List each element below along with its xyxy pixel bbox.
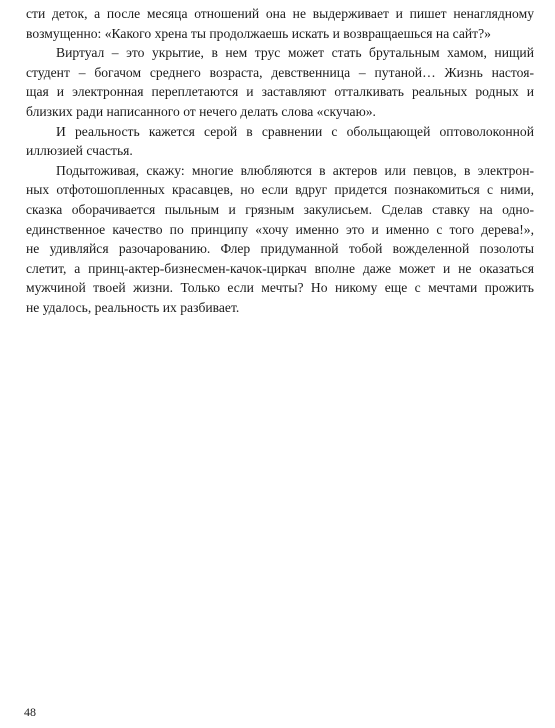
text-line: И реальность кажется серой в сравнении с обольщающей оптоволоконной xyxy=(56,123,534,139)
text-line: студент – богачом среднего возраста, девственница – путаной… Жизнь настоя- xyxy=(26,64,534,80)
page-number: 48 xyxy=(24,705,36,719)
paragraph-4 xyxy=(26,161,534,318)
text-line: ных отфотошопленных красавцев, но если вдруг придется познакомиться с ними, xyxy=(26,182,534,198)
text-line: слетит, а принц-актер-бизнесмен-качок-циркач вполне даже может и не оказаться xyxy=(26,260,534,276)
paragraph-1 xyxy=(26,4,534,43)
paragraph-2 xyxy=(26,43,534,121)
text-line: сти деток, а после месяца отношений она не выдерживает и пишет ненаглядному xyxy=(26,6,534,21)
paragraph-3 xyxy=(26,122,534,161)
text-line: единственное качество по принципу «хочу именно это и именно с того дерева!», xyxy=(26,221,534,237)
text-line: щая и электронная переплетаются и заставляют отталкивать реальных родных и xyxy=(26,84,534,100)
text-line: близких ради написанного от нечего делать слова «скучаю». xyxy=(26,103,376,119)
page-body-text xyxy=(26,4,534,318)
text-line: Виртуал – это укрытие, в нем трус может стать брутальным хамом, нищий xyxy=(56,45,534,61)
text-line: иллюзией счастья. xyxy=(26,143,133,159)
text-line: Подытоживая, скажу: многие влюбляются в актеров или певцов, в электрон- xyxy=(56,162,534,178)
text-line: мужчиной твоей жизни. Только если мечты? Но никому еще с мечтами прожить xyxy=(26,280,534,296)
text-line: не удалось, реальность их разбивает. xyxy=(26,299,240,315)
text-line: не удивляйся разочарованию. Флер придуманной тобой вожделенной позолоты xyxy=(26,241,534,257)
text-line: сказка оборачивается пыльным и грязным закулисьем. Сделав ставку на одно- xyxy=(26,201,534,217)
text-line: возмущенно: «Какого хрена ты продолжаешь искать и возвращаешься на сайт?» xyxy=(26,25,491,41)
